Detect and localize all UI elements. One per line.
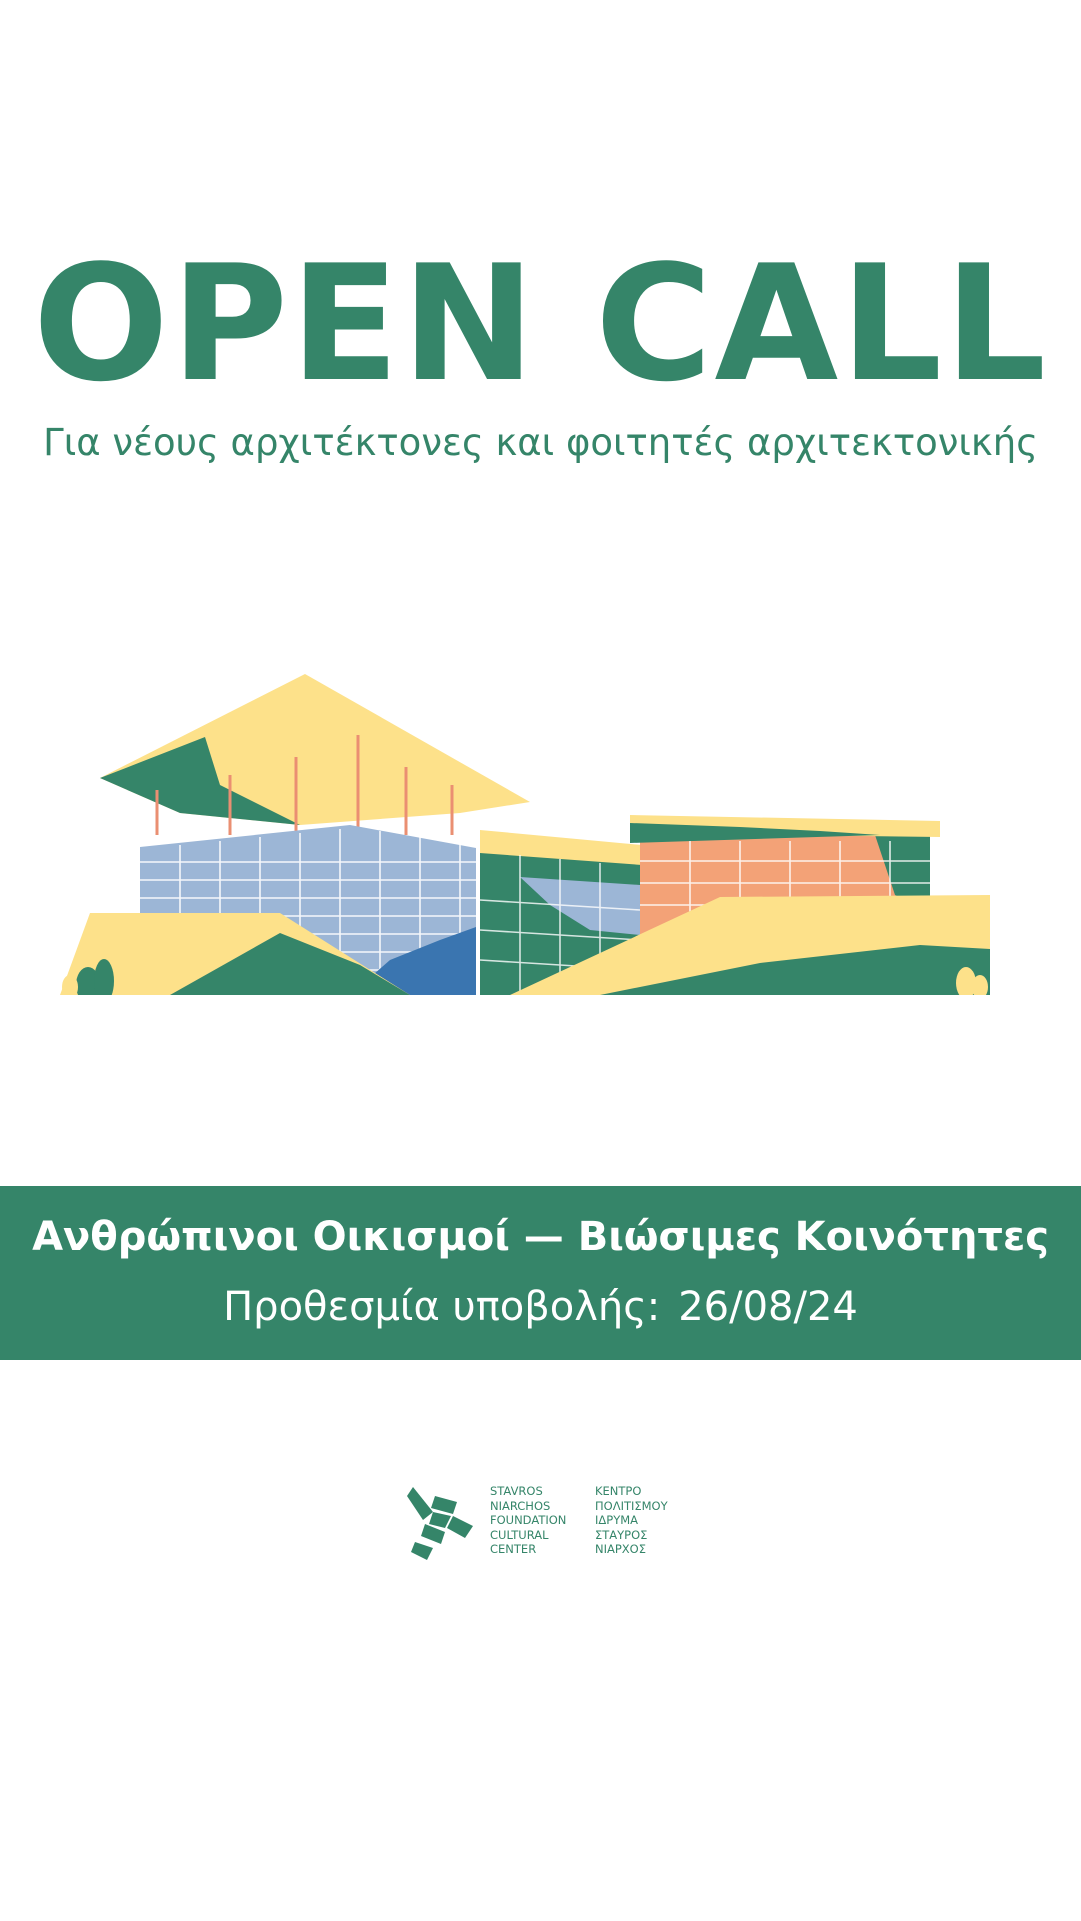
page-subtitle: Για νέους αρχιτέκτονες και φοιτητές αρχιτεκτονικής (43, 421, 1038, 464)
logo-gr-line: ΝΙΑΡΧΟΣ (595, 1542, 646, 1556)
snfcc-logo (405, 1482, 695, 1562)
banner-title: Ανθρώπινοι Οικισμοί — Βιώσιμες Κοινότητες (32, 1214, 1049, 1260)
deadline-date: 26/08/24 (678, 1284, 858, 1330)
logo-en-line: STAVROS (490, 1484, 543, 1498)
logo-text-gr (595, 1484, 668, 1557)
logo-gr-line: ΣΤΑΥΡΟΣ (595, 1527, 648, 1542)
logo-en-line: FOUNDATION (490, 1513, 567, 1527)
snfcc-logo-mark (405, 1482, 475, 1562)
logo-text-en (490, 1484, 566, 1557)
logo-en-line: NIARCHOS (490, 1498, 551, 1513)
logo-en-line: CENTER (490, 1542, 537, 1556)
page-title: OPEN CALL (32, 230, 1049, 417)
logo-gr-line: ΠΟΛΙΤΙΣΜΟΥ (595, 1498, 668, 1513)
logo-en-line: CULTURAL (490, 1527, 549, 1542)
deadline-text (0, 1282, 1081, 1332)
logo-gr-line: ΙΔΡΥΜΑ (595, 1513, 639, 1527)
building-illustration (60, 665, 1020, 995)
deadline-label: Προθεσμία υποβολής: (223, 1284, 661, 1330)
logo-gr-line: ΚΕΝΤΡΟ (595, 1484, 642, 1498)
